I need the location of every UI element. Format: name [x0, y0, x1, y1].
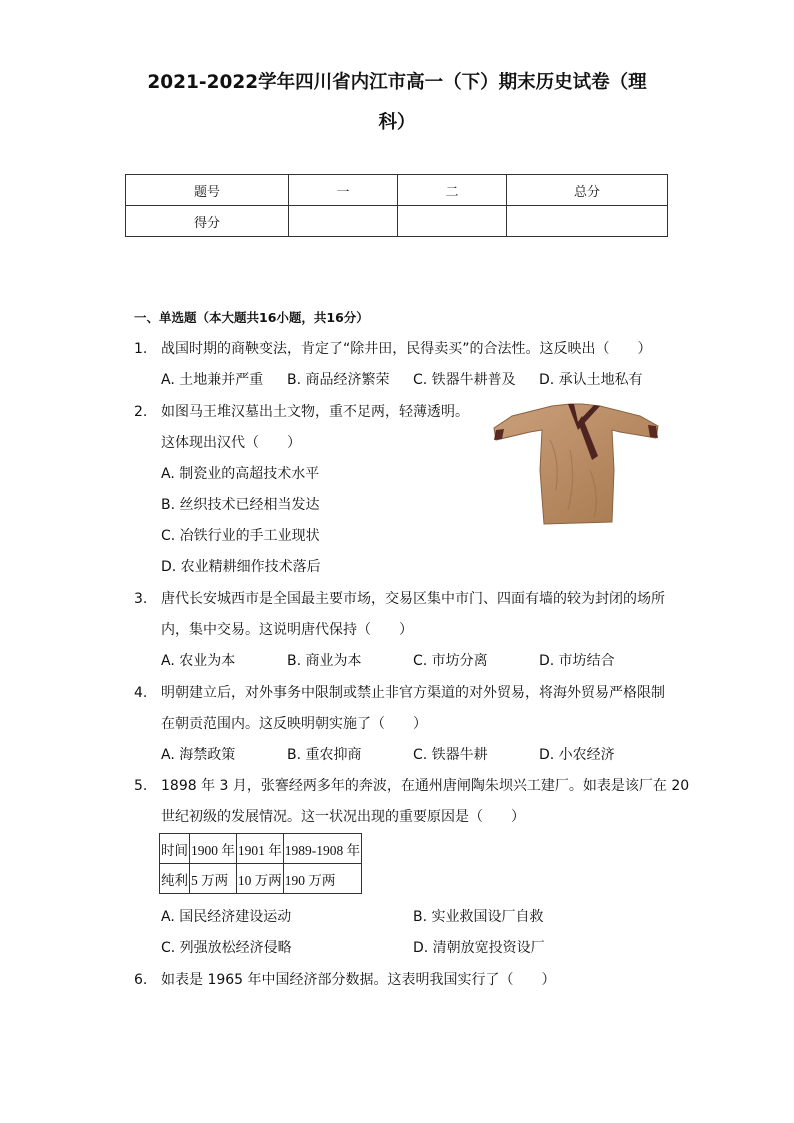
- exam-title-line2: 科）: [378, 112, 416, 133]
- option-b: B. 重农抑商: [287, 747, 362, 763]
- question-stem: 战国时期的商鞅变法，肯定了“除井田，民得卖买”的合法性。这反映出（ ）: [161, 341, 652, 357]
- score-table-score-row: [126, 206, 668, 237]
- question-stem: 在朝贡范围内。这反映明朝实施了（ ）: [161, 716, 427, 732]
- score-cell: 得分: [126, 206, 289, 237]
- score-cell: 一: [289, 175, 398, 206]
- option-a: A. 农业为本: [161, 653, 236, 669]
- question-stem: 世纪初级的发展情况。这一状况出现的重要原因是（ ）: [161, 809, 525, 825]
- question-stem: 如图马王堆汉墓出土文物，重不足两，轻薄透明。: [161, 404, 469, 420]
- score-table-header-row: [126, 175, 668, 206]
- exam-title-line1: 2021-2022学年四川省内江市高一（下）期末历史试卷（理: [147, 72, 647, 93]
- option-c: C. 铁器牛耕普及: [413, 372, 516, 388]
- option-b: B. 实业救国设厂自救: [413, 909, 544, 925]
- table-cell: 190 万两: [283, 864, 361, 894]
- option-b: B. 商业为本: [287, 653, 362, 669]
- score-cell: 总分: [507, 175, 668, 206]
- question-number: 4.: [134, 685, 148, 701]
- question-stem: 内，集中交易。这说明唐代保持（ ）: [161, 622, 413, 638]
- option-b: B. 丝织技术已经相当发达: [161, 497, 320, 513]
- question-stem: 唐代长安城西市是全国最主要市场，交易区集中市门、四面有墙的较为封闭的场所: [161, 591, 665, 607]
- option-c: C. 列强放松经济侵略: [161, 940, 292, 956]
- option-c: C. 冶铁行业的手工业现状: [161, 528, 320, 544]
- score-cell: [398, 206, 507, 237]
- option-a: A. 制瓷业的高超技术水平: [161, 466, 320, 482]
- table-row: [160, 834, 362, 864]
- option-d: D. 农业精耕细作技术落后: [161, 559, 321, 575]
- question-number: 6.: [134, 972, 148, 988]
- option-d: D. 小农经济: [539, 747, 615, 763]
- option-d: D. 市坊结合: [539, 653, 615, 669]
- option-c: C. 铁器牛耕: [413, 747, 488, 763]
- question-stem: 1898 年 3 月，张謇经两多年的奔波，在通州唐闸陶朱坝兴工建厂。如表是该厂在 20: [161, 778, 690, 794]
- question-number: 5.: [134, 778, 148, 794]
- score-cell: [289, 206, 398, 237]
- table-cell: 1900 年: [190, 834, 237, 864]
- question-number: 1.: [134, 341, 148, 357]
- question-number: 2.: [134, 404, 148, 420]
- option-b: B. 商品经济繁荣: [287, 372, 390, 388]
- option-a: A. 海禁政策: [161, 747, 236, 763]
- option-d: D. 承认土地私有: [539, 372, 643, 388]
- question-number: 3.: [134, 591, 148, 607]
- silk-robe-image: [490, 400, 662, 528]
- option-d: D. 清朝放宽投资设厂: [413, 940, 545, 956]
- table-cell: 1901 年: [236, 834, 283, 864]
- score-cell: 二: [398, 175, 507, 206]
- question-stem: 如表是 1965 年中国经济部分数据。这表明我国实行了（ ）: [161, 972, 556, 988]
- score-cell: 题号: [126, 175, 289, 206]
- table-cell: 纯利: [160, 864, 190, 894]
- table-cell: 1989-1908 年: [283, 834, 361, 864]
- table-cell: 时间: [160, 834, 190, 864]
- option-a: A. 土地兼并严重: [161, 372, 264, 388]
- table-cell: 5 万两: [190, 864, 237, 894]
- option-c: C. 市坊分离: [413, 653, 488, 669]
- question-stem: 明朝建立后，对外事务中限制或禁止非官方渠道的对外贸易，将海外贸易严格限制: [161, 685, 665, 701]
- score-cell: [507, 206, 668, 237]
- table-cell: 10 万两: [236, 864, 283, 894]
- profit-table: [159, 833, 362, 894]
- question-stem: 这体现出汉代（ ）: [161, 435, 301, 451]
- table-row: [160, 864, 362, 894]
- score-table: [125, 174, 668, 237]
- option-a: A. 国民经济建设运动: [161, 909, 292, 925]
- section-heading: 一、单选题（本大题共16小题，共16分）: [134, 310, 369, 325]
